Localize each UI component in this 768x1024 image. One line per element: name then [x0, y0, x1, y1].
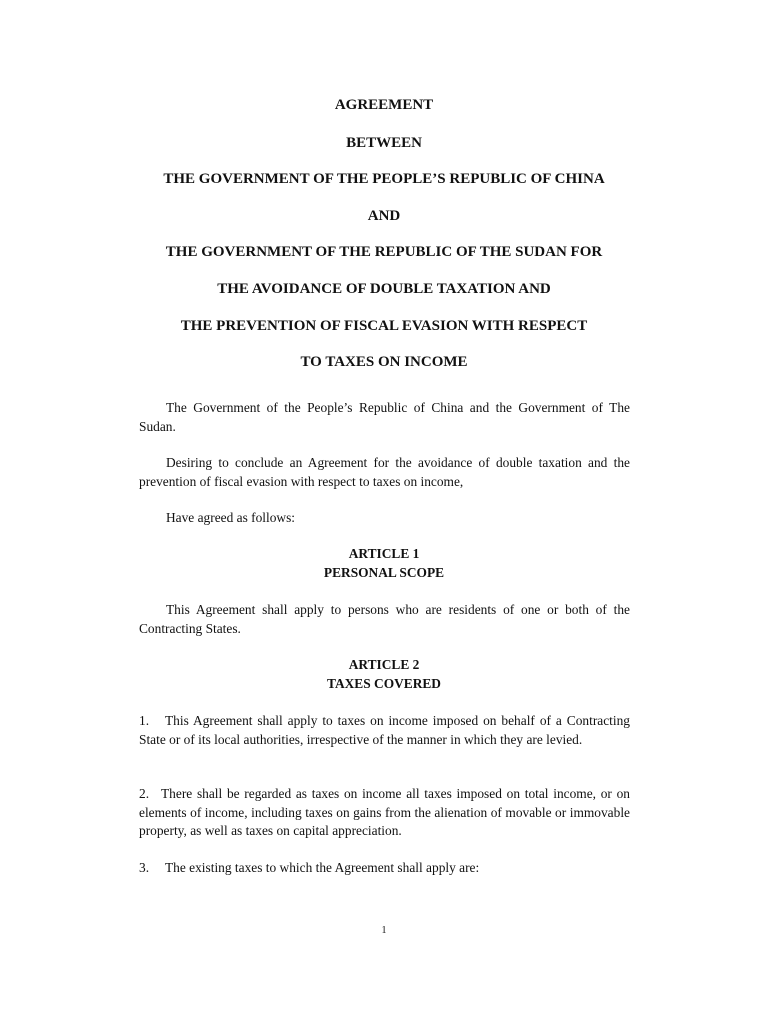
- preamble-paragraph-2: Desiring to conclude an Agreement for the avoidance of double taxation and the prevention of fiscal evasion with respect to taxes on income,: [139, 455, 630, 489]
- item-number: 1.: [139, 713, 150, 728]
- title-between: BETWEEN: [346, 135, 422, 151]
- article-2-item-3: [139, 859, 630, 878]
- item-number: 3.: [139, 860, 150, 875]
- title-avoidance: THE AVOIDANCE OF DOUBLE TAXATION AND: [217, 281, 551, 297]
- article-1-subheading: PERSONAL SCOPE: [323, 564, 445, 580]
- article-1-text: This Agreement shall apply to persons who are residents of one or both of the Contracting States.: [139, 602, 630, 636]
- item-text: The existing taxes to which the Agreement shall apply are:: [165, 860, 480, 875]
- article-2-item-2: [139, 785, 630, 841]
- title-china-government: THE GOVERNMENT OF THE PEOPLE’S REPUBLIC OF CHINA: [163, 171, 605, 187]
- title-agreement: AGREEMENT: [334, 97, 434, 113]
- article-1-heading-block: [0, 545, 768, 582]
- article-2-item-1: [139, 712, 630, 749]
- item-text: This Agreement shall apply to taxes on income imposed on behalf of a Contracting State or of its local authorities, irrespective of the manner in which they are levied.: [139, 713, 630, 747]
- article-2-subheading: TAXES COVERED: [327, 675, 441, 691]
- item-text: There shall be regarded as taxes on income all taxes imposed on total income, or on elements of income, including taxes on gains from the alienation of movable or immovable property, as well as taxes on capital appreciation.: [139, 786, 630, 838]
- title-sudan-government: THE GOVERNMENT OF THE REPUBLIC OF THE SUDAN FOR: [165, 244, 603, 260]
- preamble-paragraph-3: Have agreed as follows:: [166, 510, 296, 525]
- page-number: 1: [381, 925, 387, 936]
- article-2-heading: ARTICLE 2: [348, 657, 420, 672]
- title-taxes-income: TO TAXES ON INCOME: [300, 354, 468, 370]
- article-2-heading-block: [0, 656, 768, 693]
- title-and: AND: [367, 208, 401, 224]
- article-1-heading: ARTICLE 1: [348, 546, 420, 561]
- title-prevention: THE PREVENTION OF FISCAL EVASION WITH RESPECT: [180, 318, 588, 334]
- item-number: 2.: [139, 786, 150, 801]
- preamble-paragraph-1: The Government of the People’s Republic of China and the Government of The Sudan.: [139, 400, 630, 434]
